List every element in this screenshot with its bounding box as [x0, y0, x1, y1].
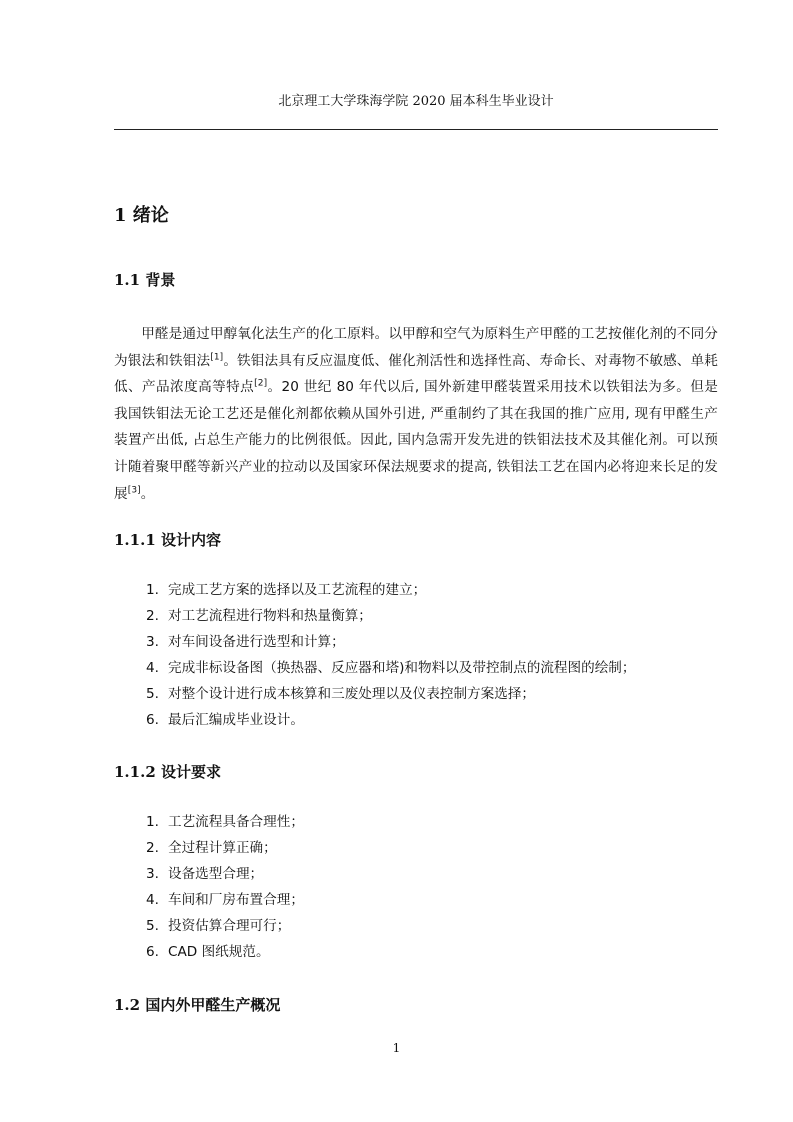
- list-item-number: 6.: [146, 712, 159, 728]
- list-item: [146, 913, 304, 939]
- background-paragraph: [114, 321, 718, 507]
- list-item-text: CAD 图纸规范。: [168, 944, 270, 960]
- list-item-number: 1.: [146, 582, 159, 598]
- list-item-text: 对整个设计进行成本核算和三废处理以及仪表控制方案选择；: [168, 686, 536, 702]
- list-item-number: 3.: [146, 866, 159, 882]
- list-item-number: 3.: [146, 634, 159, 650]
- section-title-1-1-1: 1.1.1 设计内容: [114, 531, 221, 549]
- list-item-text: 投资估算合理可行；: [168, 918, 291, 934]
- list-item: [146, 939, 304, 965]
- list-item-number: 4.: [146, 892, 159, 908]
- citation-1: [1]: [210, 352, 224, 363]
- list-item-number: 5.: [146, 918, 159, 934]
- paragraph-text-4: 。: [140, 485, 155, 502]
- citation-3: [3]: [127, 485, 141, 496]
- list-item: [146, 809, 304, 835]
- list-item-text: 车间和厂房布置合理；: [168, 892, 304, 908]
- list-item-text: 全过程计算正确；: [168, 840, 277, 856]
- paragraph-text-3: 。20 世纪 80 年代以后, 国外新建甲醛装置采用技术以铁钼法为多。但是我国铁钼法无论工艺还是催化剂都依赖从国外引进, 严重制约了其在我国的推广应用, 现有甲醛生产装置产出低, 占总生产能力的比例很低。因此, 国内急需开发先进的铁钼法技术及其催化剂。可以预计随着聚甲醛等新兴产业的拉动以及国家环保法规要求的提高, 铁钼法工艺在国内必将迎来长足的发展: [114, 379, 719, 502]
- section-title-1-1-2: 1.1.2 设计要求: [114, 763, 221, 781]
- design-content-list: [146, 577, 636, 733]
- list-item-number: 1.: [146, 814, 159, 830]
- list-item: [146, 887, 304, 913]
- list-item-text: 对工艺流程进行物料和热量衡算；: [168, 608, 372, 624]
- list-item-text: 设备选型合理；: [168, 866, 264, 882]
- list-item: [146, 861, 304, 887]
- section-title-1-1: 1.1 背景: [114, 271, 176, 289]
- list-item-number: 5.: [146, 686, 159, 702]
- list-item: [146, 681, 636, 707]
- list-item-number: 2.: [146, 608, 159, 624]
- list-item-text: 工艺流程具备合理性；: [168, 814, 304, 830]
- citation-2: [2]: [254, 378, 268, 389]
- list-item: [146, 655, 636, 681]
- list-item-text: 完成工艺方案的选择以及工艺流程的建立；: [168, 582, 427, 598]
- list-item-number: 2.: [146, 840, 159, 856]
- paragraph-text-1: 甲醛是通过甲醇氧化法生产的化工原料。以甲醇和空气为原料生产甲醛的工艺按催化剂的不同分为银法和铁钼法: [114, 326, 718, 369]
- section-title-1-2: 1.2 国内外甲醛生产概况: [114, 996, 281, 1014]
- list-item: [146, 629, 636, 655]
- paragraph-text-2: 。铁钼法具有反应温度低、催化剂活性和选择性高、寿命长、对毒物不敏感、单耗低、产品浓度高等特点: [114, 352, 718, 396]
- list-item-number: 4.: [146, 660, 159, 676]
- page-header: 北京理工大学珠海学院 2020 届本科生毕业设计: [278, 94, 554, 109]
- list-item: [146, 603, 636, 629]
- list-item: [146, 835, 304, 861]
- page-number: 1: [392, 1041, 401, 1055]
- header-rule: [114, 129, 718, 130]
- list-item-text: 对车间设备进行选型和计算；: [168, 634, 345, 650]
- list-item: [146, 707, 636, 733]
- list-item-number: 6.: [146, 944, 159, 960]
- design-requirements-list: [146, 809, 304, 965]
- list-item-text: 最后汇编成毕业设计。: [168, 712, 304, 728]
- chapter-title: 1 绪论: [114, 205, 169, 226]
- list-item: [146, 577, 636, 603]
- list-item-text: 完成非标设备图（换热器、反应器和塔)和物料以及带控制点的流程图的绘制；: [168, 660, 636, 676]
